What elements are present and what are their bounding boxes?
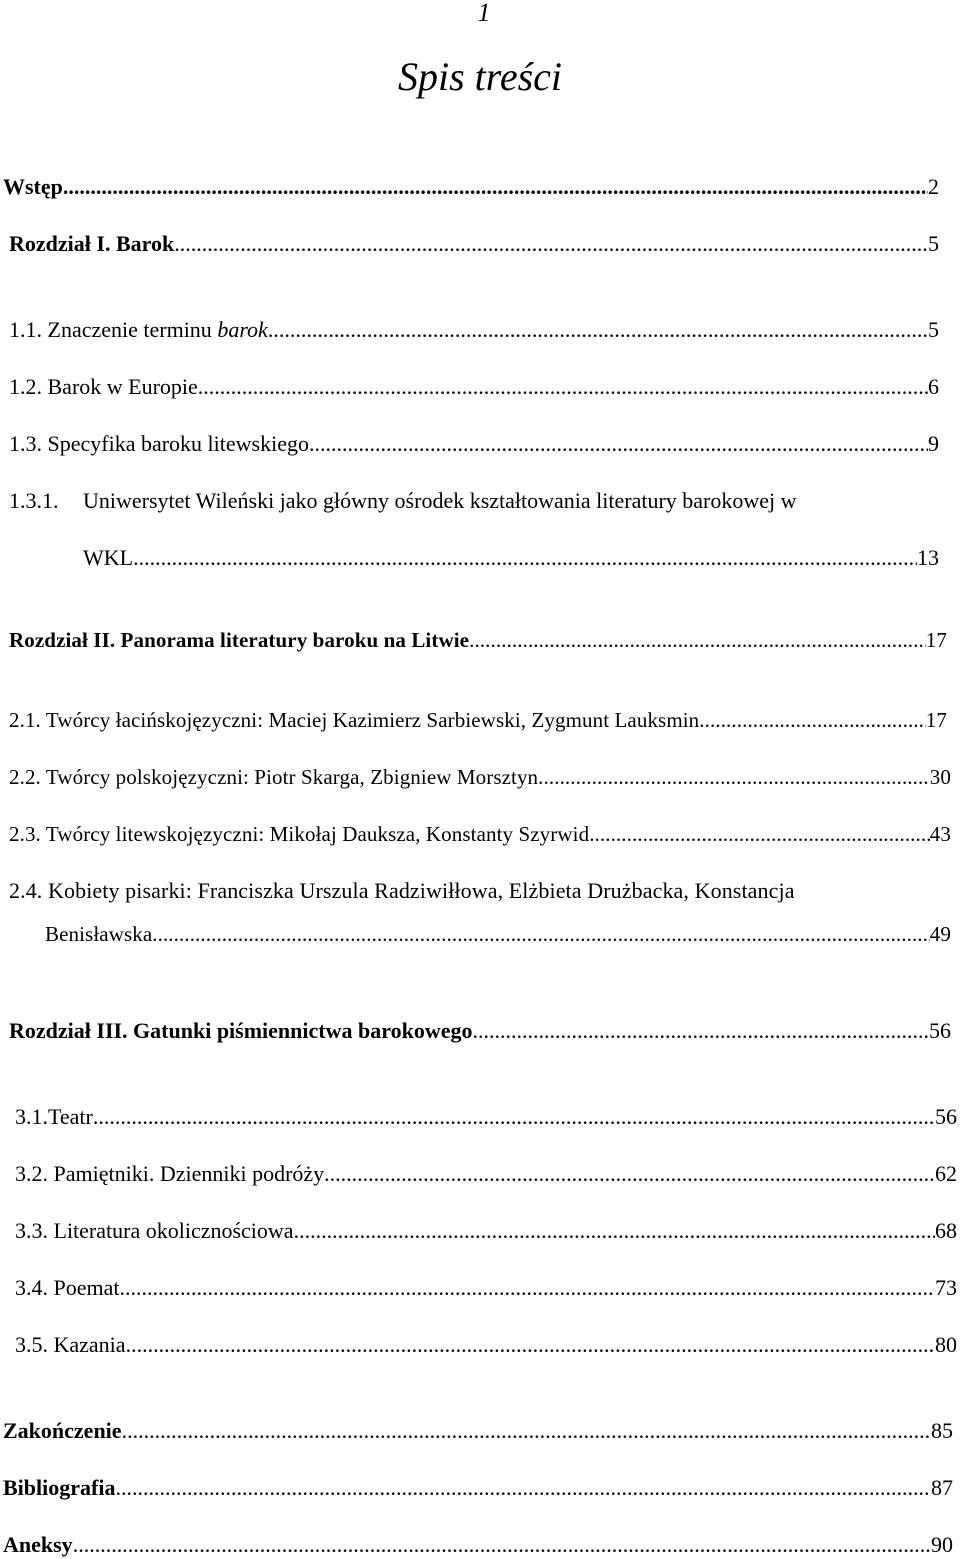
toc-leader xyxy=(699,706,926,734)
toc-label: Uniwersytet Wileński jako główny ośrodek kształtowania literatury barokowej w xyxy=(83,488,797,513)
toc-leader xyxy=(152,920,930,948)
toc-label xyxy=(9,316,268,344)
toc-label: 3.2. Pamiętniki. Dzienniki podróży xyxy=(15,1161,325,1186)
toc-page: 62 xyxy=(935,1161,957,1186)
toc-leader xyxy=(73,1531,931,1559)
toc-entry-wstep[interactable] xyxy=(3,173,939,201)
toc-entry-3-5[interactable] xyxy=(15,1331,957,1359)
toc-entry-2-1[interactable] xyxy=(9,706,947,734)
toc-label: 3.1.Teatr xyxy=(15,1104,93,1129)
toc-entry-rozdzial-3[interactable] xyxy=(9,1017,951,1045)
toc-label: Rozdział I. Barok xyxy=(9,231,175,256)
toc-entry-rozdzial-1[interactable] xyxy=(9,230,939,258)
toc-leader xyxy=(294,1217,935,1245)
toc-entry-2-4-line1[interactable] xyxy=(9,877,795,905)
toc-page: 68 xyxy=(935,1218,957,1243)
toc-leader xyxy=(324,1160,935,1188)
toc-leader xyxy=(93,1103,935,1131)
toc-entry-1-3[interactable] xyxy=(9,430,939,458)
toc-page: 30 xyxy=(929,765,951,789)
toc-leader xyxy=(309,430,928,458)
toc-page: 87 xyxy=(931,1475,953,1500)
toc-leader xyxy=(122,1417,931,1445)
toc-leader xyxy=(198,373,928,401)
toc-leader xyxy=(538,763,930,791)
toc-entry-1-3-1-line2[interactable] xyxy=(83,544,939,572)
toc-leader xyxy=(174,230,928,258)
toc-entry-rozdzial-2[interactable] xyxy=(9,626,947,654)
toc-number: 1.3.1. xyxy=(9,488,59,513)
toc-page: 56 xyxy=(935,1104,957,1129)
toc-entry-1-1[interactable] xyxy=(9,316,939,344)
toc-page: 5 xyxy=(928,231,939,256)
toc-entry-1-2[interactable] xyxy=(9,373,939,401)
toc-label: 1.3. Specyfika baroku litewskiego xyxy=(9,431,309,456)
toc-label-text: 1.1. Znaczenie terminu xyxy=(9,317,218,342)
toc-page: 85 xyxy=(931,1418,953,1443)
toc-leader xyxy=(469,626,926,654)
toc-label-emphasis: barok xyxy=(217,317,268,342)
toc-page: 43 xyxy=(929,822,951,846)
toc-page: 80 xyxy=(935,1332,957,1357)
toc-leader xyxy=(133,544,917,572)
toc-label: 3.4. Poemat xyxy=(15,1275,120,1300)
toc-label: Zakończenie xyxy=(3,1418,122,1443)
toc-page: 90 xyxy=(931,1532,953,1557)
toc-label: Aneksy xyxy=(3,1532,73,1557)
toc-label: Bibliografia xyxy=(3,1475,116,1500)
toc-page: 9 xyxy=(928,431,939,456)
toc-label: 3.3. Literatura okolicznościowa xyxy=(15,1218,294,1243)
toc-label: 2.4. Kobiety pisarki: Franciszka Urszula Radziwiłłowa, Elżbieta Drużbacka, Konstancja xyxy=(9,878,795,903)
toc-label: 3.5. Kazania xyxy=(15,1332,126,1357)
toc-entry-3-3[interactable] xyxy=(15,1217,957,1245)
toc-entry-3-1[interactable] xyxy=(15,1103,957,1131)
toc-leader xyxy=(472,1017,929,1045)
toc-entry-3-4[interactable] xyxy=(15,1274,957,1302)
toc-label: 1.2. Barok w Europie xyxy=(9,374,198,399)
toc-entry-2-3[interactable] xyxy=(9,820,951,848)
toc-leader xyxy=(589,820,930,848)
toc-label: Rozdział II. Panorama literatury baroku na Litwie xyxy=(9,628,470,652)
toc-entry-aneksy[interactable] xyxy=(3,1531,953,1559)
toc-label: Rozdział III. Gatunki piśmiennictwa barokowego xyxy=(9,1018,473,1043)
toc-page: 6 xyxy=(928,374,939,399)
toc-leader xyxy=(115,1474,931,1502)
toc-leader xyxy=(126,1331,935,1359)
toc-entry-3-2[interactable] xyxy=(15,1160,957,1188)
toc-entry-2-2[interactable] xyxy=(9,763,951,791)
page-title: Spis treści xyxy=(397,54,563,99)
toc-leader xyxy=(268,316,928,344)
toc-entry-bibliografia[interactable] xyxy=(3,1474,953,1502)
toc-leader xyxy=(63,173,928,201)
toc-label: WKL xyxy=(83,545,134,570)
toc-page: 17 xyxy=(925,628,947,652)
toc-entry-2-4-line2[interactable] xyxy=(45,920,951,948)
toc-entry-1-3-1-line1[interactable] xyxy=(9,487,797,515)
toc-page: 13 xyxy=(917,545,939,570)
toc-label: Wstęp xyxy=(3,174,63,199)
toc-leader xyxy=(120,1274,936,1302)
toc-label: 2.3. Twórcy litewskojęzyczni: Mikołaj Dauksza, Konstanty Szyrwid xyxy=(9,822,590,846)
toc-page: 49 xyxy=(929,922,951,946)
toc-entry-zakonczenie[interactable] xyxy=(3,1417,953,1445)
toc-page: 17 xyxy=(925,708,947,732)
toc-page: 56 xyxy=(929,1018,951,1043)
toc-page: 73 xyxy=(935,1275,957,1300)
toc-label: 2.1. Twórcy łacińskojęzyczni: Maciej Kazimierz Sarbiewski, Zygmunt Lauksmin xyxy=(9,708,700,732)
toc-label: 2.2. Twórcy polskojęzyczni: Piotr Skarga, Zbigniew Morsztyn xyxy=(9,765,539,789)
page-number: 1 xyxy=(477,0,491,27)
toc-page: 5 xyxy=(928,317,939,342)
toc-page: 2 xyxy=(928,174,939,199)
toc-label: Benisławska xyxy=(45,922,153,946)
